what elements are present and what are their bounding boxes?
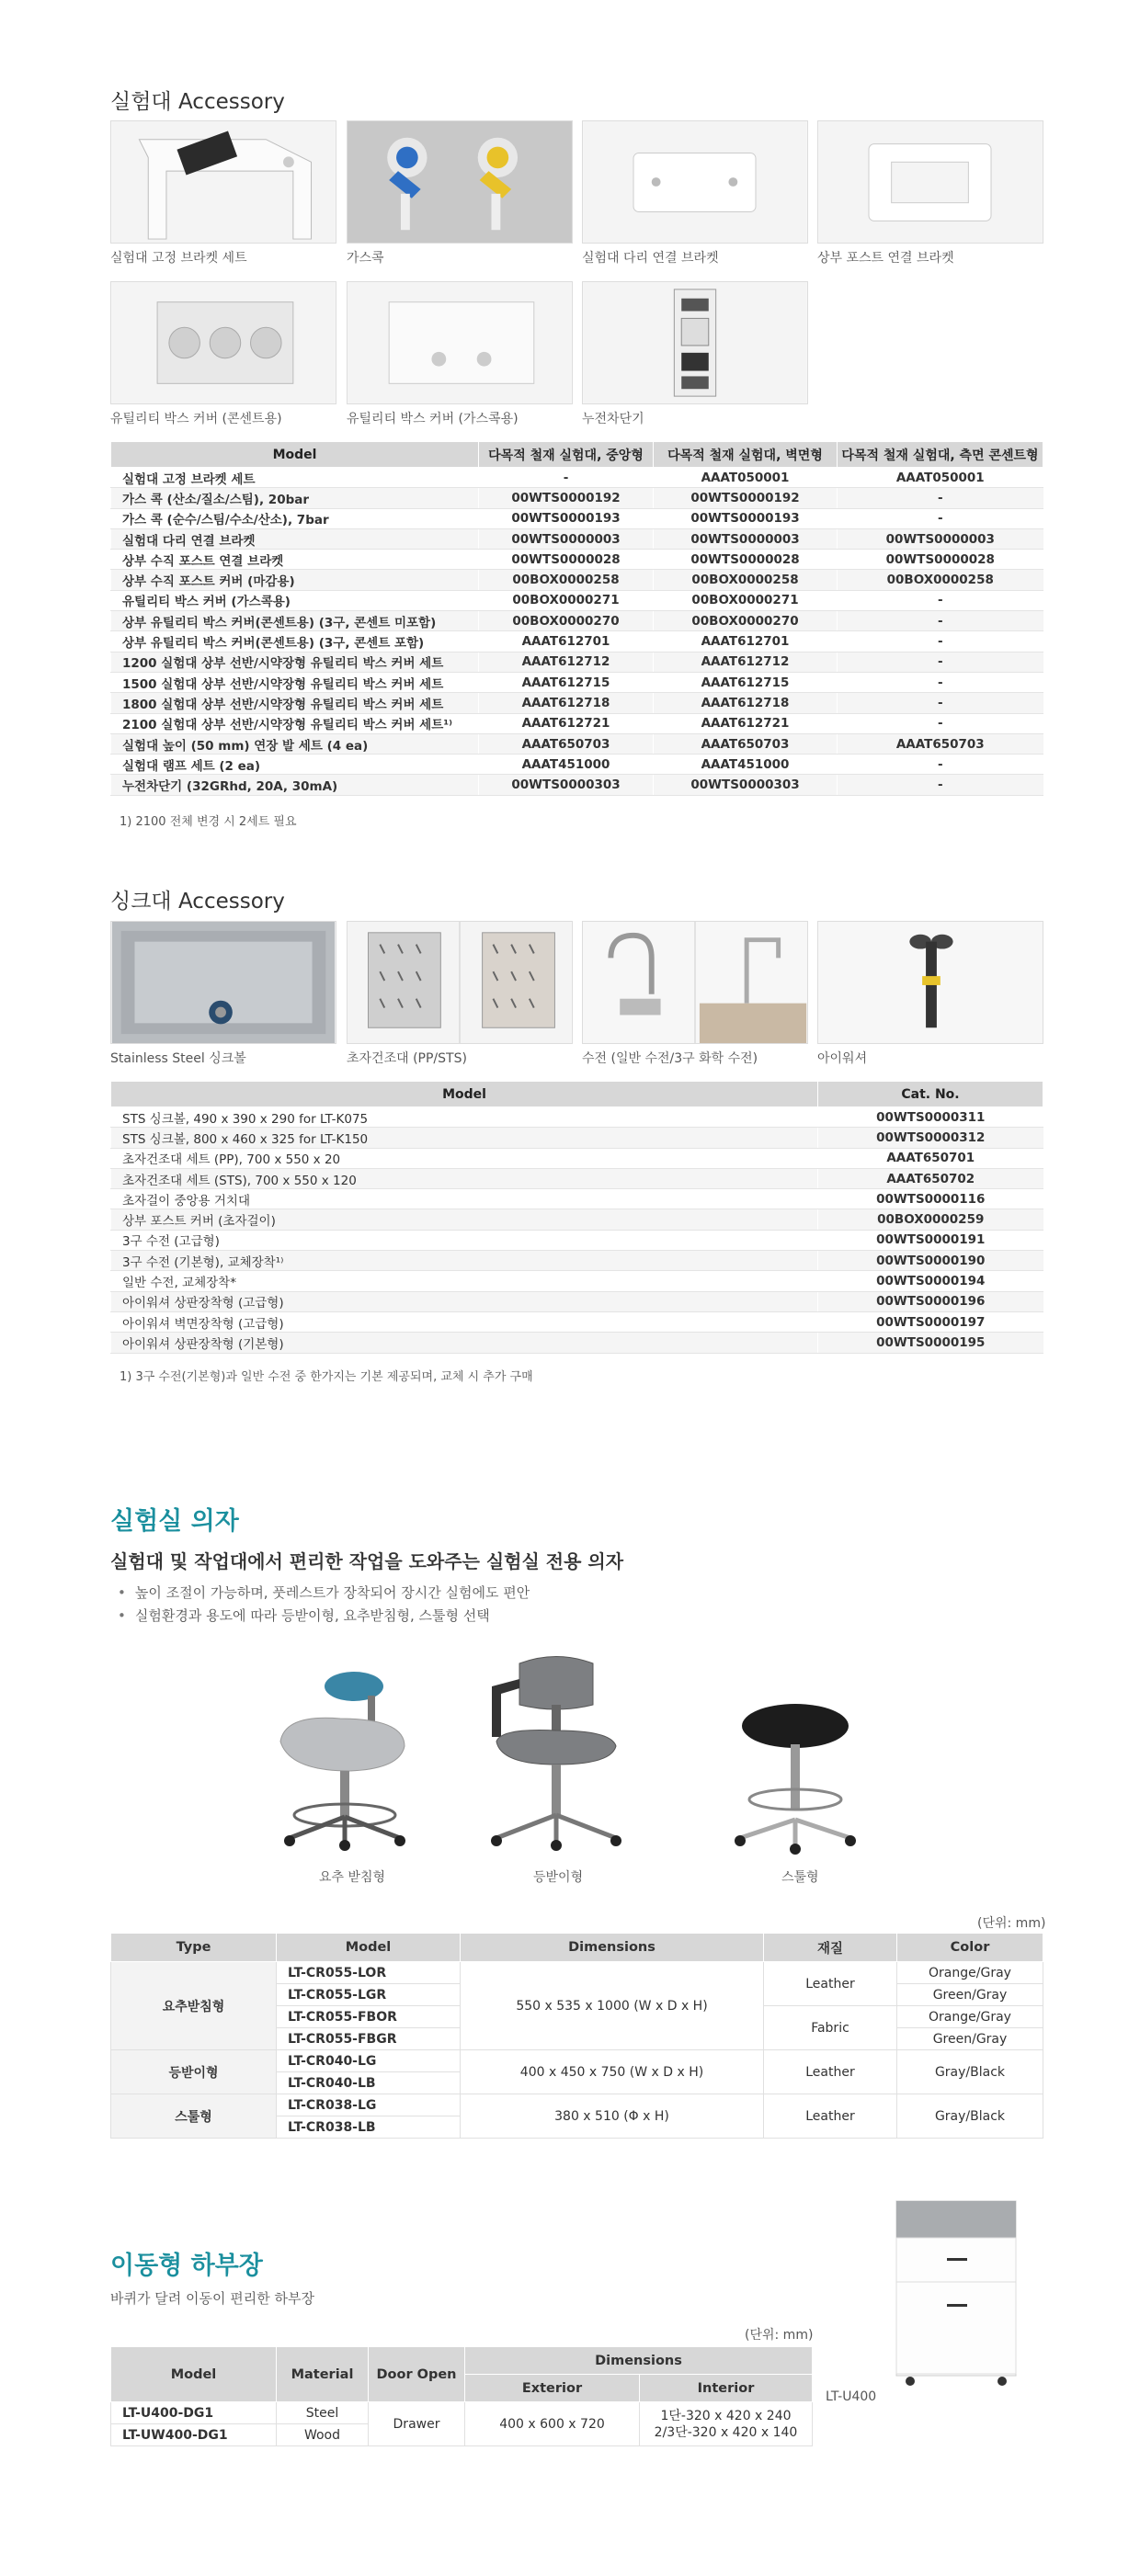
sink-catno-cell: 00WTS0000195 bbox=[818, 1333, 1043, 1353]
col-header: 재질 bbox=[764, 1934, 897, 1962]
bench-model-cell: 상부 유틸리티 박스 커버(콘센트용) (3구, 콘센트 포함) bbox=[111, 631, 479, 652]
chair-model-cell: LT-CR038-LG bbox=[277, 2094, 461, 2116]
cabinet-interior-cell bbox=[640, 2402, 813, 2446]
bench-model-cell: 2100 실험대 상부 선반/시약장형 유틸리티 박스 커버 세트¹⁾ bbox=[111, 713, 479, 733]
chair-color-cell: Green/Gray bbox=[897, 2028, 1043, 2050]
bench-section-title: 실험대 Accessory bbox=[110, 90, 285, 114]
bench-catno-cell: 00WTS0000028 bbox=[479, 550, 654, 570]
sink-tile-caption: 아이워셔 bbox=[817, 1051, 868, 1066]
post-bracket-image bbox=[817, 120, 1043, 244]
table-row bbox=[111, 631, 1043, 652]
bench-catno-cell: AAAT612712 bbox=[654, 652, 838, 672]
table-row bbox=[111, 672, 1043, 692]
bench-model-cell: 가스 콕 (순수/스팀/수소/산소), 7bar bbox=[111, 508, 479, 528]
table-row bbox=[111, 611, 1043, 631]
bench-model-cell: 실험대 다리 연결 브라켓 bbox=[111, 528, 479, 549]
sink-model-cell: 초자건조대 세트 (PP), 700 x 550 x 20 bbox=[111, 1148, 818, 1168]
col-header: Color bbox=[897, 1934, 1043, 1962]
sink-bowl-image bbox=[110, 921, 336, 1044]
table-row bbox=[111, 1251, 1043, 1271]
bench-catno-cell: - bbox=[838, 508, 1043, 528]
col-header: 다목적 철재 실험대, 측면 콘센트형 bbox=[838, 442, 1043, 468]
bench-catno-cell: AAAT612712 bbox=[479, 652, 654, 672]
sink-catno-cell: 00WTS0000191 bbox=[818, 1230, 1043, 1250]
table-row bbox=[111, 468, 1043, 488]
bench-catno-cell: 00WTS0000192 bbox=[654, 488, 838, 508]
col-header: Exterior bbox=[465, 2375, 640, 2402]
chair-color-cell: Green/Gray bbox=[897, 1984, 1043, 2006]
bench-catno-cell: AAAT650703 bbox=[838, 733, 1043, 754]
bench-catno-cell: - bbox=[838, 713, 1043, 733]
bench-catno-cell: - bbox=[838, 652, 1043, 672]
sink-model-cell: 아이워셔 상판장착형 (고급형) bbox=[111, 1291, 818, 1311]
bench-catno-cell: AAAT612701 bbox=[654, 631, 838, 652]
bench-catno-cell: 00BOX0000271 bbox=[654, 590, 838, 610]
table-row bbox=[111, 508, 1043, 528]
col-header: Model bbox=[111, 2347, 277, 2402]
bench-catno-cell: AAAT451000 bbox=[654, 755, 838, 775]
table-row bbox=[111, 1107, 1043, 1128]
bench-catno-cell: 00BOX0000258 bbox=[654, 570, 838, 590]
bench-catno-cell: - bbox=[838, 590, 1043, 610]
lumbar-chair-image bbox=[267, 1668, 423, 1852]
bench-catno-cell: 00WTS0000028 bbox=[838, 550, 1043, 570]
col-header: 다목적 철재 실험대, 벽면형 bbox=[654, 442, 838, 468]
table-row bbox=[111, 1333, 1043, 1353]
sink-catno-cell: 00WTS0000116 bbox=[818, 1189, 1043, 1209]
table-row bbox=[111, 550, 1043, 570]
sink-model-cell: 일반 수전, 교체장착* bbox=[111, 1271, 818, 1291]
sink-model-cell: STS 싱크볼, 800 x 460 x 325 for LT-K150 bbox=[111, 1128, 818, 1148]
bench-bracket-image bbox=[110, 120, 336, 244]
bench-catno-cell: AAAT050001 bbox=[654, 468, 838, 488]
table-row bbox=[111, 652, 1043, 672]
chair-material-cell: Leather bbox=[764, 2094, 897, 2139]
bench-catno-cell: AAAT650703 bbox=[479, 733, 654, 754]
bench-model-cell: 누전차단기 (32GRhd, 20A, 30mA) bbox=[111, 775, 479, 795]
sink-catno-cell: AAAT650702 bbox=[818, 1168, 1043, 1188]
bench-model-cell: 실험대 고정 브라켓 세트 bbox=[111, 468, 479, 488]
chair-dimensions-cell: 550 x 535 x 1000 (W x D x H) bbox=[461, 1962, 764, 2050]
cabinet-spec-table bbox=[110, 2346, 813, 2446]
chair-model-cell: LT-CR040-LB bbox=[277, 2072, 461, 2094]
chair-material-cell: Fabric bbox=[764, 2006, 897, 2050]
bench-catno-cell: AAAT050001 bbox=[838, 468, 1043, 488]
chair-type-cell: 요추받침형 bbox=[111, 1962, 277, 2050]
bench-catno-cell: AAAT612718 bbox=[479, 693, 654, 713]
col-header: Dimensions bbox=[465, 2347, 813, 2375]
bench-catno-cell: - bbox=[838, 672, 1043, 692]
cabinet-interior-line: 1단-320 x 420 x 240 bbox=[660, 2408, 792, 2423]
drying-rack-image bbox=[347, 921, 573, 1044]
sink-tile-caption: Stainless Steel 싱크볼 bbox=[110, 1051, 246, 1066]
table-row bbox=[111, 755, 1043, 775]
table-row bbox=[111, 693, 1043, 713]
col-header: Model bbox=[111, 1082, 818, 1107]
mobile-cabinet-image bbox=[883, 2192, 1030, 2394]
bench-catno-cell: - bbox=[838, 631, 1043, 652]
bench-catno-cell: 00WTS0000303 bbox=[479, 775, 654, 795]
bench-accessory-table bbox=[110, 441, 1043, 796]
col-header: Model bbox=[277, 1934, 461, 1962]
chair-model-cell: LT-CR055-LGR bbox=[277, 1984, 461, 2006]
sink-tile-caption: 수전 (일반 수전/3구 화학 수전) bbox=[582, 1051, 758, 1066]
outlet-cover-image bbox=[110, 281, 336, 404]
table-row bbox=[111, 1291, 1043, 1311]
bench-tile-caption: 유틸리티 박스 커버 (콘센트용) bbox=[110, 412, 282, 426]
bench-catno-cell: 00WTS0000193 bbox=[654, 508, 838, 528]
bench-model-cell: 상부 수직 포스트 연결 브라켓 bbox=[111, 550, 479, 570]
bench-catno-cell: - bbox=[838, 611, 1043, 631]
bench-model-cell: 1800 실험대 상부 선반/시약장형 유틸리티 박스 커버 세트 bbox=[111, 693, 479, 713]
chair-unit-label: (단위: mm) bbox=[977, 1916, 1046, 1931]
col-header: Dimensions bbox=[461, 1934, 764, 1962]
bench-model-cell: 유틸리티 박스 커버 (가스콕용) bbox=[111, 590, 479, 610]
cabinet-material-cell: Wood bbox=[277, 2424, 369, 2446]
chair-subtitle: 실험대 및 작업대에서 편리한 작업을 도와주는 실험실 전용 의자 bbox=[110, 1550, 624, 1572]
bench-catno-cell: 00BOX0000258 bbox=[838, 570, 1043, 590]
chair-color-cell: Orange/Gray bbox=[897, 2006, 1043, 2028]
chair-type-cell: 스툴형 bbox=[111, 2094, 277, 2139]
cabinet-section-title: 이동형 하부장 bbox=[110, 2252, 263, 2280]
bench-model-cell: 상부 수직 포스트 커버 (마감용) bbox=[111, 570, 479, 590]
chair-color-cell: Gray/Black bbox=[897, 2094, 1043, 2139]
table-row bbox=[111, 1189, 1043, 1209]
sink-model-cell: 아이워셔 벽면장착형 (고급형) bbox=[111, 1311, 818, 1332]
bench-catno-cell: AAAT650703 bbox=[654, 733, 838, 754]
bench-tile-caption: 상부 포스트 연결 브라켓 bbox=[817, 251, 954, 266]
eye-washer-image bbox=[817, 921, 1043, 1044]
col-header: 다목적 철재 실험대, 중앙형 bbox=[479, 442, 654, 468]
sink-model-cell: 3구 수전 (고급형) bbox=[111, 1230, 818, 1250]
sink-catno-cell: 00WTS0000197 bbox=[818, 1311, 1043, 1332]
bench-catno-cell: - bbox=[838, 488, 1043, 508]
table-row bbox=[111, 590, 1043, 610]
bench-model-cell: 1200 실험대 상부 선반/시약장형 유틸리티 박스 커버 세트 bbox=[111, 652, 479, 672]
table-row bbox=[111, 570, 1043, 590]
bench-catno-cell: AAAT612721 bbox=[654, 713, 838, 733]
leg-bracket-image bbox=[582, 120, 808, 244]
bench-tile-caption: 유틸리티 박스 커버 (가스콕용) bbox=[347, 412, 519, 426]
stool-image bbox=[726, 1700, 864, 1856]
sink-catno-cell: 00WTS0000194 bbox=[818, 1271, 1043, 1291]
chair-type-cell: 등받이형 bbox=[111, 2050, 277, 2094]
bench-catno-cell: AAAT612715 bbox=[479, 672, 654, 692]
chair-image-caption: 스툴형 bbox=[781, 1870, 819, 1885]
chair-model-cell: LT-CR055-FBOR bbox=[277, 2006, 461, 2028]
bench-tile-caption: 실험대 다리 연결 브라켓 bbox=[582, 251, 719, 266]
bench-catno-cell: AAAT612718 bbox=[654, 693, 838, 713]
table-row bbox=[111, 528, 1043, 549]
bench-catno-cell: 00WTS0000193 bbox=[479, 508, 654, 528]
cabinet-model-cell: LT-U400-DG1 bbox=[111, 2402, 277, 2424]
sink-catno-cell: 00WTS0000196 bbox=[818, 1291, 1043, 1311]
cabinet-unit-label: (단위: mm) bbox=[745, 2328, 814, 2343]
chair-color-cell: Gray/Black bbox=[897, 2050, 1043, 2094]
bench-catno-cell: - bbox=[838, 693, 1043, 713]
table-row bbox=[111, 713, 1043, 733]
gas-cover-image bbox=[347, 281, 573, 404]
cabinet-door-cell: Drawer bbox=[369, 2402, 465, 2446]
sink-model-cell: STS 싱크볼, 490 x 390 x 290 for LT-K075 bbox=[111, 1107, 818, 1128]
chair-image-caption: 등받이형 bbox=[533, 1870, 584, 1885]
table-row bbox=[111, 1128, 1043, 1148]
chair-model-cell: LT-CR055-LOR bbox=[277, 1962, 461, 1984]
chair-color-cell: Orange/Gray bbox=[897, 1962, 1043, 1984]
gas-cock-image bbox=[347, 120, 573, 244]
bench-catno-cell: - bbox=[838, 775, 1043, 795]
chair-material-cell: Leather bbox=[764, 2050, 897, 2094]
col-header: Interior bbox=[640, 2375, 813, 2402]
bench-catno-cell: 00WTS0000028 bbox=[654, 550, 838, 570]
table-row bbox=[111, 1230, 1043, 1250]
sink-catno-cell: AAAT650701 bbox=[818, 1148, 1043, 1168]
chair-model-cell: LT-CR055-FBGR bbox=[277, 2028, 461, 2050]
table-row bbox=[111, 1962, 1043, 1984]
table-row bbox=[111, 2094, 1043, 2116]
sink-catno-cell: 00WTS0000311 bbox=[818, 1107, 1043, 1128]
bench-catno-cell: 00WTS0000003 bbox=[838, 528, 1043, 549]
chair-dimensions-cell: 380 x 510 (Φ x H) bbox=[461, 2094, 764, 2139]
bench-catno-cell: 00BOX0000270 bbox=[479, 611, 654, 631]
col-header: Material bbox=[277, 2347, 369, 2402]
chair-model-cell: LT-CR038-LB bbox=[277, 2116, 461, 2139]
table-row bbox=[111, 1209, 1043, 1230]
table-row bbox=[111, 1311, 1043, 1332]
sink-model-cell: 초자걸이 중앙용 거치대 bbox=[111, 1189, 818, 1209]
bench-catno-cell: 00WTS0000303 bbox=[654, 775, 838, 795]
table-row bbox=[111, 2402, 813, 2424]
bench-catno-cell: 00WTS0000192 bbox=[479, 488, 654, 508]
cabinet-exterior-cell: 400 x 600 x 720 bbox=[465, 2402, 640, 2446]
bench-catno-cell: 00BOX0000270 bbox=[654, 611, 838, 631]
chair-spec-table bbox=[110, 1933, 1043, 2139]
table-row bbox=[111, 1168, 1043, 1188]
breaker-image bbox=[582, 281, 808, 404]
sink-catno-cell: 00WTS0000312 bbox=[818, 1128, 1043, 1148]
chair-bullet: • 높이 조절이 가능하며, 풋레스트가 장착되어 장시간 실험에도 편안 bbox=[118, 1583, 530, 1602]
sink-model-cell: 상부 포스트 커버 (초자걸이) bbox=[111, 1209, 818, 1230]
bench-catno-cell: 00WTS0000003 bbox=[654, 528, 838, 549]
bench-catno-cell: 00BOX0000271 bbox=[479, 590, 654, 610]
sink-catno-cell: 00BOX0000259 bbox=[818, 1209, 1043, 1230]
cabinet-interior-line: 2/3단-320 x 420 x 140 bbox=[654, 2424, 798, 2440]
col-header: Cat. No. bbox=[818, 1082, 1043, 1107]
bench-tile-caption: 실험대 고정 브라켓 세트 bbox=[110, 251, 247, 266]
sink-model-cell: 아이워셔 상판장착형 (기본형) bbox=[111, 1333, 818, 1353]
backrest-chair-image bbox=[478, 1650, 634, 1852]
sink-tile-caption: 초자건조대 (PP/STS) bbox=[347, 1051, 467, 1066]
table-row bbox=[111, 2050, 1043, 2072]
sink-accessory-table bbox=[110, 1081, 1043, 1354]
bench-catno-cell: AAAT451000 bbox=[479, 755, 654, 775]
chair-dimensions-cell: 400 x 450 x 750 (W x D x H) bbox=[461, 2050, 764, 2094]
col-header: Type bbox=[111, 1934, 277, 1962]
bench-model-cell: 가스 콕 (산소/질소/스팀), 20bar bbox=[111, 488, 479, 508]
bench-catno-cell: 00WTS0000003 bbox=[479, 528, 654, 549]
table-row bbox=[111, 1148, 1043, 1168]
sink-section-title: 싱크대 Accessory bbox=[110, 890, 285, 914]
cabinet-subtitle: 바퀴가 달려 이동이 편리한 하부장 bbox=[110, 2290, 314, 2307]
table-row bbox=[111, 488, 1043, 508]
bench-model-cell: 실험대 램프 세트 (2 ea) bbox=[111, 755, 479, 775]
cabinet-image-caption: LT-U400 bbox=[826, 2389, 877, 2404]
chair-material-cell: Leather bbox=[764, 1962, 897, 2006]
col-header: Door Open bbox=[369, 2347, 465, 2402]
bench-tile-caption: 가스콕 bbox=[347, 251, 384, 266]
bench-catno-cell: 00BOX0000258 bbox=[479, 570, 654, 590]
sink-model-cell: 3구 수전 (기본형), 교체장착¹⁾ bbox=[111, 1251, 818, 1271]
bench-catno-cell: - bbox=[479, 468, 654, 488]
table-row bbox=[111, 775, 1043, 795]
bench-catno-cell: AAAT612715 bbox=[654, 672, 838, 692]
bench-model-cell: 실험대 높이 (50 mm) 연장 발 세트 (4 ea) bbox=[111, 733, 479, 754]
bench-catno-cell: AAAT612721 bbox=[479, 713, 654, 733]
table-row bbox=[111, 1271, 1043, 1291]
chair-bullet: • 실험환경과 용도에 따라 등받이형, 요추받침형, 스툴형 선택 bbox=[118, 1606, 490, 1625]
sink-footnote: 1) 3구 수전(기본형)과 일반 수전 중 한가지는 기본 제공되며, 교체 시 추가 구매 bbox=[120, 1370, 533, 1384]
chair-image-caption: 요추 받침형 bbox=[319, 1870, 386, 1885]
cabinet-material-cell: Steel bbox=[277, 2402, 369, 2424]
col-header: Model bbox=[111, 442, 479, 468]
chair-model-cell: LT-CR040-LG bbox=[277, 2050, 461, 2072]
cabinet-model-cell: LT-UW400-DG1 bbox=[111, 2424, 277, 2446]
faucet-image bbox=[582, 921, 808, 1044]
bench-model-cell: 상부 유틸리티 박스 커버(콘센트용) (3구, 콘센트 미포함) bbox=[111, 611, 479, 631]
sink-model-cell: 초자건조대 세트 (STS), 700 x 550 x 120 bbox=[111, 1168, 818, 1188]
sink-catno-cell: 00WTS0000190 bbox=[818, 1251, 1043, 1271]
chair-section-title: 실험실 의자 bbox=[110, 1507, 239, 1536]
bench-footnote: 1) 2100 전체 변경 시 2세트 필요 bbox=[120, 815, 297, 829]
bench-tile-caption: 누전차단기 bbox=[582, 412, 644, 426]
bench-catno-cell: - bbox=[838, 755, 1043, 775]
bench-catno-cell: AAAT612701 bbox=[479, 631, 654, 652]
table-row bbox=[111, 733, 1043, 754]
bench-model-cell: 1500 실험대 상부 선반/시약장형 유틸리티 박스 커버 세트 bbox=[111, 672, 479, 692]
